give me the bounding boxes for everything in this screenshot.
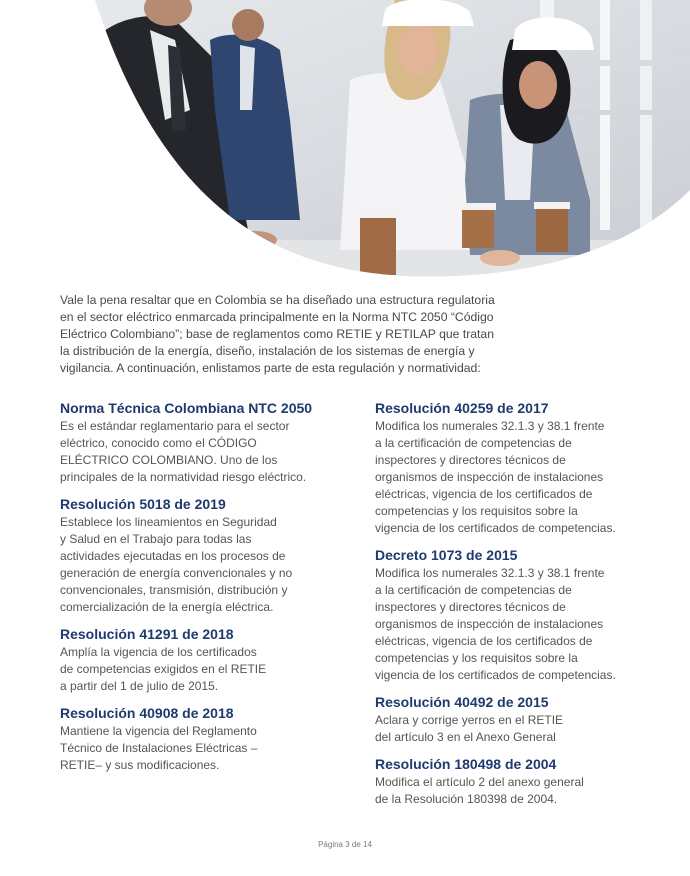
- regulation-line: Modifica los numerales 32.1.3 y 38.1 frente: [375, 419, 605, 433]
- regulation-line: Aclara y corrige yerros en el RETIE: [375, 713, 564, 727]
- regulation-line: generación de energía convencionales y no: [60, 566, 293, 580]
- regulation-entry: [375, 399, 655, 537]
- regulation-line: vigencia de los certificados de competencias.: [375, 521, 616, 535]
- regulation-title: Resolución 180498 de 2004: [375, 756, 557, 772]
- regulation-line: vigencia de los certificados de competencias.: [375, 668, 616, 682]
- regulation-line: inspectores y directores técnicos de: [375, 600, 566, 614]
- regulation-line: a la certificación de competencias de: [375, 583, 572, 597]
- regulation-title: Resolución 40492 de 2015: [375, 694, 549, 710]
- regulation-line: Modifica los numerales 32.1.3 y 38.1 frente: [375, 566, 605, 580]
- regulation-line: eléctrico, conocido como el CÓDIGO: [60, 436, 257, 450]
- regulation-entry: [60, 495, 320, 616]
- regulation-line: principales de la normatividad riesgo eléctrico.: [60, 470, 307, 484]
- regulation-line: ELÉCTRICO COLOMBIANO. Uno de los: [60, 453, 278, 467]
- regulation-line: eléctricas, vigencia de los certificados de: [375, 487, 593, 501]
- regulation-line: organismos de inspección de instalaciones: [375, 470, 604, 484]
- regulation-line: competencias y los requisitos sobre la: [375, 651, 578, 665]
- regulation-title: Resolución 40259 de 2017: [375, 400, 549, 416]
- regulation-line: organismos de inspección de instalaciones: [375, 617, 604, 631]
- regulation-line: a la certificación de competencias de: [375, 436, 572, 450]
- regulation-title: Decreto 1073 de 2015: [375, 547, 518, 563]
- regulation-entry: [60, 625, 320, 695]
- hero-photo: [0, 0, 690, 280]
- intro-line: Eléctrico Colombiano”; base de reglamentos como RETIE y RETILAP que tratan: [60, 327, 494, 341]
- intro-line: Vale la pena resaltar que en Colombia se ha diseñado una estructura regulatoria: [60, 293, 495, 307]
- intro-line: vigilancia. A continuación, enlistamos parte de esta regulación y normatividad:: [60, 361, 481, 375]
- regulation-entry: [375, 693, 655, 746]
- regulation-line: comercialización de la energía eléctrica.: [60, 600, 274, 614]
- regulation-title: Resolución 5018 de 2019: [60, 496, 226, 512]
- regulation-line: inspectores y directores técnicos de: [375, 453, 566, 467]
- right-column: [375, 399, 655, 817]
- regulation-line: Técnico de Instalaciones Eléctricas –: [60, 741, 258, 755]
- regulation-line: y Salud en el Trabajo para todas las: [60, 532, 252, 546]
- regulation-entry: [60, 704, 320, 774]
- regulation-line: Mantiene la vigencia del Reglamento: [60, 724, 257, 738]
- regulation-line: Modifica el artículo 2 del anexo general: [375, 775, 584, 789]
- regulation-line: de competencias exigidos en el RETIE: [60, 662, 267, 676]
- intro-line: en el sector eléctrico enmarcada principalmente en la Norma NTC 2050 “Código: [60, 310, 494, 324]
- intro-paragraph: [60, 292, 520, 377]
- regulation-entry: [60, 399, 320, 486]
- left-column: [60, 399, 320, 783]
- page-number: Página 3 de 14: [318, 840, 372, 849]
- regulation-line: actividades ejecutadas en los procesos de: [60, 549, 286, 563]
- regulation-entry: [375, 755, 655, 808]
- regulation-line: eléctricas, vigencia de los certificados de: [375, 634, 593, 648]
- regulation-line: de la Resolución 180398 de 2004.: [375, 792, 558, 806]
- hero-illustration: [0, 0, 690, 280]
- regulation-entry: [375, 546, 655, 684]
- regulation-line: Es el estándar reglamentario para el sector: [60, 419, 290, 433]
- regulation-line: del artículo 3 en el Anexo General: [375, 730, 556, 744]
- regulation-line: a partir del 1 de julio de 2015.: [60, 679, 219, 693]
- regulation-line: Amplía la vigencia de los certificados: [60, 645, 257, 659]
- regulation-title: Norma Técnica Colombiana NTC 2050: [60, 400, 313, 416]
- intro-line: la distribución de la energía, diseño, instalación de los sistemas de energía y: [60, 344, 475, 358]
- regulation-line: competencias y los requisitos sobre la: [375, 504, 578, 518]
- regulation-line: convencionales, transmisión, distribución y: [60, 583, 288, 597]
- regulation-title: Resolución 41291 de 2018: [60, 626, 234, 642]
- regulation-title: Resolución 40908 de 2018: [60, 705, 234, 721]
- regulation-line: Establece los lineamientos en Seguridad: [60, 515, 277, 529]
- regulation-line: RETIE– y sus modificaciones.: [60, 758, 220, 772]
